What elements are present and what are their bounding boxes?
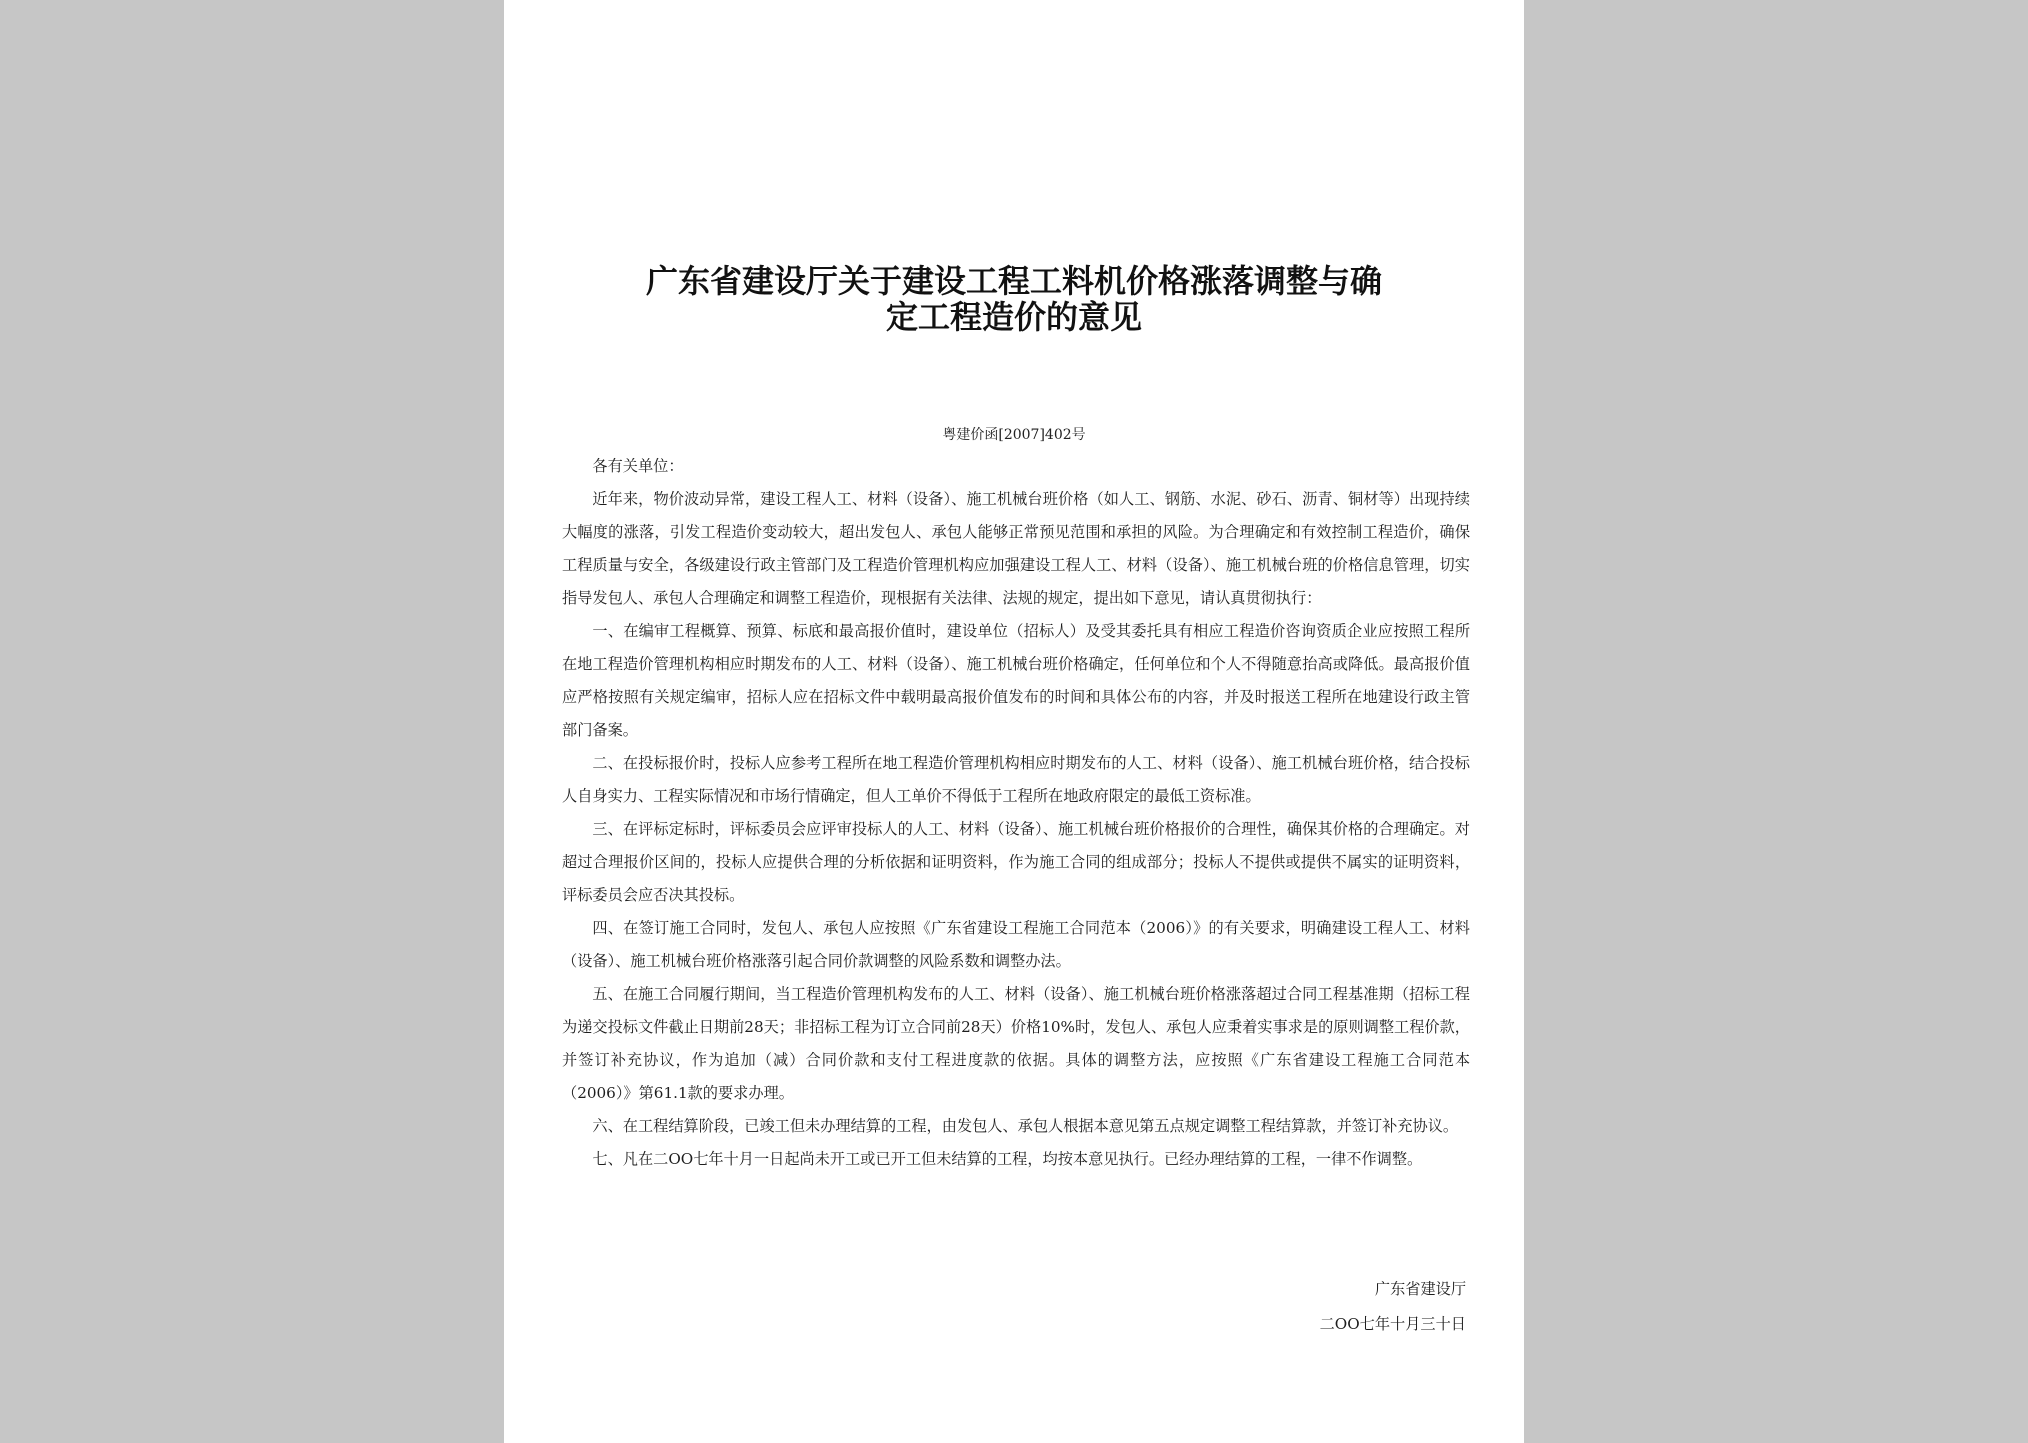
paragraph-intro: 近年来，物价波动异常，建设工程人工、材料（设备）、施工机械台班价格（如人工、钢筋、水泥、砂石、沥青、铜材等）出现持续大幅度的涨落，引发工程造价变动较大，超出发包人、承包人能够正常预见范围和承担的风险。为合理确定和有效控制工程造价，确保工程质量与安全，各级建设行政主管部门及工程造价管理机构应加强建设工程人工、材料（设备）、施工机械台班的价格信息管理，切实指导发包人、承包人合理确定和调整工程造价，现根据有关法律、法规的规定，提出如下意见，请认真贯彻执行： <box>562 490 1470 607</box>
paragraph-1: 一、在编审工程概算、预算、标底和最高报价值时，建设单位（招标人）及受其委托具有相应工程造价咨询资质企业应按照工程所在地工程造价管理机构相应时期发布的人工、材料（设备）、施工机械台班价格确定，任何单位和个人不得随意抬高或降低。最高报价值应严格按照有关规定编审，招标人应在招标文件中载明最高报价值发布的时间和具体公布的内容，并及时报送工程所在地建设行政主管部门备案。 <box>562 622 1470 739</box>
signature-date: 二OO七年十月三十日 <box>1319 1315 1466 1333</box>
document-body <box>562 450 1470 1176</box>
signature-organization: 广东省建设厅 <box>1374 1280 1466 1298</box>
salutation: 各有关单位： <box>592 457 684 475</box>
paragraph-5: 五、在施工合同履行期间，当工程造价管理机构发布的人工、材料（设备）、施工机械台班价格涨落超过合同工程基准期（招标工程为递交投标文件截止日期前28天；非招标工程为订立合同前28天）价格10%时，发包人、承包人应秉着实事求是的原则调整工程价款，并签订补充协议，作为追加（减）合同价款和支付工程进度款的依据。具体的调整方法，应按照《广东省建设工程施工合同范本（2006）》第61.1款的要求办理。 <box>562 985 1470 1102</box>
document-title <box>584 263 1444 335</box>
paragraph-6: 六、在工程结算阶段，已竣工但未办理结算的工程，由发包人、承包人根据本意见第五点规定调整工程结算款，并签订补充协议。 <box>592 1117 1459 1135</box>
paragraph-2: 二、在投标报价时，投标人应参考工程所在地工程造价管理机构相应时期发布的人工、材料（设备）、施工机械台班价格，结合投标人自身实力、工程实际情况和市场行情确定，但人工单价不得低于工程所在地政府限定的最低工资标准。 <box>562 754 1470 805</box>
title-line-1: 广东省建设厅关于建设工程工料机价格涨落调整与确 <box>645 262 1382 300</box>
document-page <box>504 0 1524 1443</box>
paragraph-3: 三、在评标定标时，评标委员会应评审投标人的人工、材料（设备）、施工机械台班价格报价的合理性，确保其价格的合理确定。对超过合理报价区间的，投标人应提供合理的分析依据和证明资料，作为施工合同的组成部分；投标人不提供或提供不属实的证明资料，评标委员会应否决其投标。 <box>562 820 1470 904</box>
paragraph-4: 四、在签订施工合同时，发包人、承包人应按照《广东省建设工程施工合同范本（2006）》的有关要求，明确建设工程人工、材料（设备）、施工机械台班价格涨落引起合同价款调整的风险系数和调整办法。 <box>562 919 1470 970</box>
signature-block <box>1320 1272 1466 1342</box>
document-number: 粤建价函[2007]402号 <box>942 427 1086 443</box>
title-line-2: 定工程造价的意见 <box>885 298 1142 336</box>
paragraph-7: 七、凡在二OO七年十月一日起尚未开工或已开工但未结算的工程，均按本意见执行。已经办理结算的工程，一律不作调整。 <box>592 1150 1423 1168</box>
